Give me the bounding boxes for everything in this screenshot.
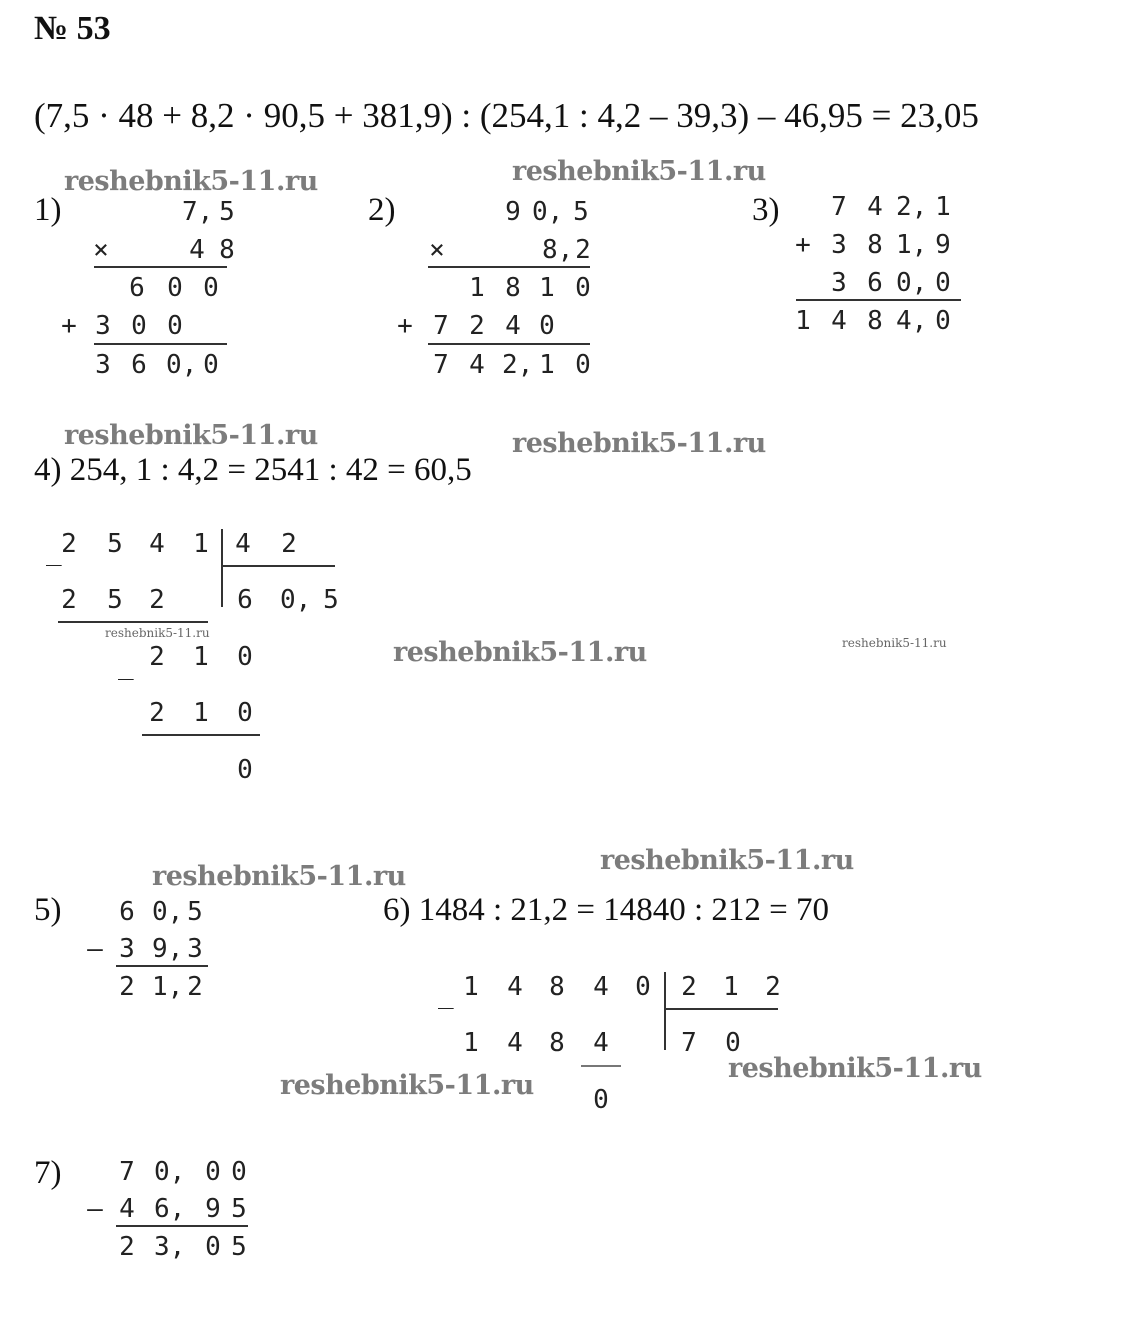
- digit: 6: [867, 268, 883, 298]
- digit: 0: [237, 642, 253, 672]
- digit: 4: [119, 1194, 135, 1224]
- step-1-label: 1): [34, 192, 62, 228]
- digit: 2: [61, 585, 77, 615]
- plus-sign: +: [397, 311, 413, 341]
- digit: 0: [167, 311, 183, 341]
- multiply-sign: ×: [93, 235, 109, 265]
- digit: 4: [867, 192, 883, 222]
- digit: 1: [463, 1028, 479, 1058]
- step-1-multiplication: [62, 195, 242, 385]
- digit: 8: [867, 306, 883, 336]
- digit: 7: [433, 311, 449, 341]
- watermark: reshebnik5-11.ru: [512, 428, 766, 459]
- digit: 4: [593, 1028, 609, 1058]
- digit: 0,: [154, 1157, 186, 1187]
- digit: 0,: [896, 268, 928, 298]
- digit: 5: [107, 529, 123, 559]
- division-bar: [664, 1008, 778, 1010]
- digit: 6,: [154, 1194, 186, 1224]
- step-3-addition: [786, 190, 966, 350]
- digit: 6: [131, 350, 147, 380]
- digit: 8: [549, 1028, 565, 1058]
- minus-sign: _: [46, 537, 62, 567]
- digit: 0: [593, 1085, 609, 1115]
- digit: 1,: [152, 972, 184, 1002]
- digit: 0: [203, 350, 219, 380]
- digit: 8: [549, 972, 565, 1002]
- digit: 5: [231, 1232, 247, 1262]
- step-3-label: 3): [752, 192, 780, 228]
- digit: 0,: [532, 197, 564, 227]
- digit: 0,: [152, 897, 184, 927]
- digit: 9,: [152, 934, 184, 964]
- digit: 2: [119, 972, 135, 1002]
- digit: 4: [593, 972, 609, 1002]
- digit: 2: [681, 972, 697, 1002]
- digit: 2: [149, 698, 165, 728]
- main-expression: (7,5 · 48 + 8,2 · 90,5 + 381,9) : (254,1 : 4,2 – 39,3) – 46,95 = 23,05: [34, 96, 979, 135]
- step-5-label: 5): [34, 892, 62, 928]
- digit: 3,: [154, 1232, 186, 1262]
- digit: 4,: [896, 306, 928, 336]
- digit: 0: [231, 1157, 247, 1187]
- digit: 5: [107, 585, 123, 615]
- digit: 2: [281, 529, 297, 559]
- step-2-label: 2): [368, 192, 396, 228]
- digit: 0: [635, 972, 651, 1002]
- digit: 7: [119, 1157, 135, 1187]
- digit: 0: [203, 273, 219, 303]
- digit: 2: [765, 972, 781, 1002]
- result-line: [94, 343, 227, 345]
- digit: 5: [187, 897, 203, 927]
- digit: 3: [119, 934, 135, 964]
- digit: 0: [725, 1028, 741, 1058]
- digit: 1: [723, 972, 739, 1002]
- digit: 1: [539, 350, 555, 380]
- plus-sign: +: [61, 311, 77, 341]
- step-2-multiplication: [392, 195, 602, 385]
- digit: 2: [149, 585, 165, 615]
- digit: 3: [187, 934, 203, 964]
- digit: 7: [681, 1028, 697, 1058]
- digit: 1: [469, 273, 485, 303]
- digit: 3: [831, 268, 847, 298]
- digit: 4: [189, 235, 205, 265]
- digit: 2: [119, 1232, 135, 1262]
- digit: 0: [539, 311, 555, 341]
- watermark: reshebnik5-11.ru: [280, 1070, 534, 1101]
- plus-sign: +: [795, 230, 811, 260]
- digit: 4: [469, 350, 485, 380]
- digit: 6: [129, 273, 145, 303]
- digit: 4: [507, 1028, 523, 1058]
- digit: 4: [505, 311, 521, 341]
- result-line: [428, 266, 590, 268]
- digit: 1: [193, 529, 209, 559]
- digit: 0: [131, 311, 147, 341]
- minus-sign: –: [87, 1194, 103, 1224]
- digit: 7: [831, 192, 847, 222]
- digit: 0: [575, 350, 591, 380]
- digit: 0: [575, 273, 591, 303]
- digit: 5: [219, 197, 235, 227]
- digit: 8: [505, 273, 521, 303]
- digit: 3: [95, 350, 111, 380]
- watermark: reshebnik5-11.ru: [512, 156, 766, 187]
- problem-number: № 53: [34, 10, 111, 47]
- digit: 8,: [542, 235, 574, 265]
- watermark: reshebnik5-11.ru: [64, 420, 318, 451]
- digit: 1,: [896, 230, 928, 260]
- step-7-subtraction: [82, 1155, 262, 1275]
- step-5-subtraction: [82, 895, 222, 1015]
- result-line: [116, 1225, 248, 1227]
- result-line: [796, 299, 961, 301]
- digit: 4: [507, 972, 523, 1002]
- digit: 0: [205, 1232, 221, 1262]
- digit: 9: [935, 230, 951, 260]
- watermark: reshebnik5-11.ru: [64, 166, 318, 197]
- digit: 7,: [182, 197, 214, 227]
- digit: 5: [231, 1194, 247, 1224]
- digit: 0: [237, 755, 253, 785]
- digit: 3: [831, 230, 847, 260]
- digit: 1: [539, 273, 555, 303]
- digit: 9: [205, 1194, 221, 1224]
- digit: 4: [149, 529, 165, 559]
- digit: 1: [795, 306, 811, 336]
- digit: 2: [187, 972, 203, 1002]
- digit: 0: [167, 273, 183, 303]
- digit: 5: [573, 197, 589, 227]
- multiply-sign: ×: [429, 235, 445, 265]
- watermark: reshebnik5-11.ru: [728, 1053, 982, 1084]
- step-4-equation: 4) 254, 1 : 4,2 = 2541 : 42 = 60,5: [34, 452, 472, 488]
- digit: 1: [193, 698, 209, 728]
- minus-sign: _: [118, 651, 134, 681]
- digit: 0: [935, 306, 951, 336]
- digit: 8: [219, 235, 235, 265]
- digit: 2: [149, 642, 165, 672]
- digit: 0: [237, 698, 253, 728]
- result-line: [142, 734, 260, 736]
- digit: 8: [867, 230, 883, 260]
- watermark: reshebnik5-11.ru: [600, 845, 854, 876]
- digit: 4: [831, 306, 847, 336]
- watermark: reshebnik5-11.ru: [152, 861, 406, 892]
- digit: 2: [61, 529, 77, 559]
- watermark: reshebnik5-11.ru: [105, 626, 210, 640]
- digit: 2: [575, 235, 591, 265]
- result-line: [58, 621, 208, 623]
- digit: 5: [323, 585, 339, 615]
- digit: 1: [935, 192, 951, 222]
- digit: 0: [205, 1157, 221, 1187]
- watermark: reshebnik5-11.ru: [842, 636, 947, 650]
- minus-sign: –: [87, 934, 103, 964]
- minus-sign: _: [438, 980, 454, 1010]
- digit: 4: [235, 529, 251, 559]
- digit: 6: [119, 897, 135, 927]
- watermark: reshebnik5-11.ru: [393, 637, 647, 668]
- step-6-equation: 6) 1484 : 21,2 = 14840 : 212 = 70: [383, 892, 830, 928]
- digit: 7: [433, 350, 449, 380]
- digit: 0,: [166, 350, 198, 380]
- division-bar: [221, 565, 335, 567]
- digit: 2: [469, 311, 485, 341]
- step-6-long-division: [436, 970, 796, 1120]
- result-line: [428, 343, 590, 345]
- result-line: [581, 1065, 621, 1067]
- step-4-long-division: [44, 527, 364, 787]
- digit: 2,: [502, 350, 534, 380]
- digit: 9: [505, 197, 521, 227]
- result-line: [116, 965, 208, 967]
- digit: 6: [237, 585, 253, 615]
- digit: 0,: [280, 585, 312, 615]
- digit: 3: [95, 311, 111, 341]
- digit: 2,: [896, 192, 928, 222]
- digit: 1: [193, 642, 209, 672]
- digit: 0: [935, 268, 951, 298]
- digit: 1: [463, 972, 479, 1002]
- result-line: [94, 266, 227, 268]
- step-7-label: 7): [34, 1155, 62, 1191]
